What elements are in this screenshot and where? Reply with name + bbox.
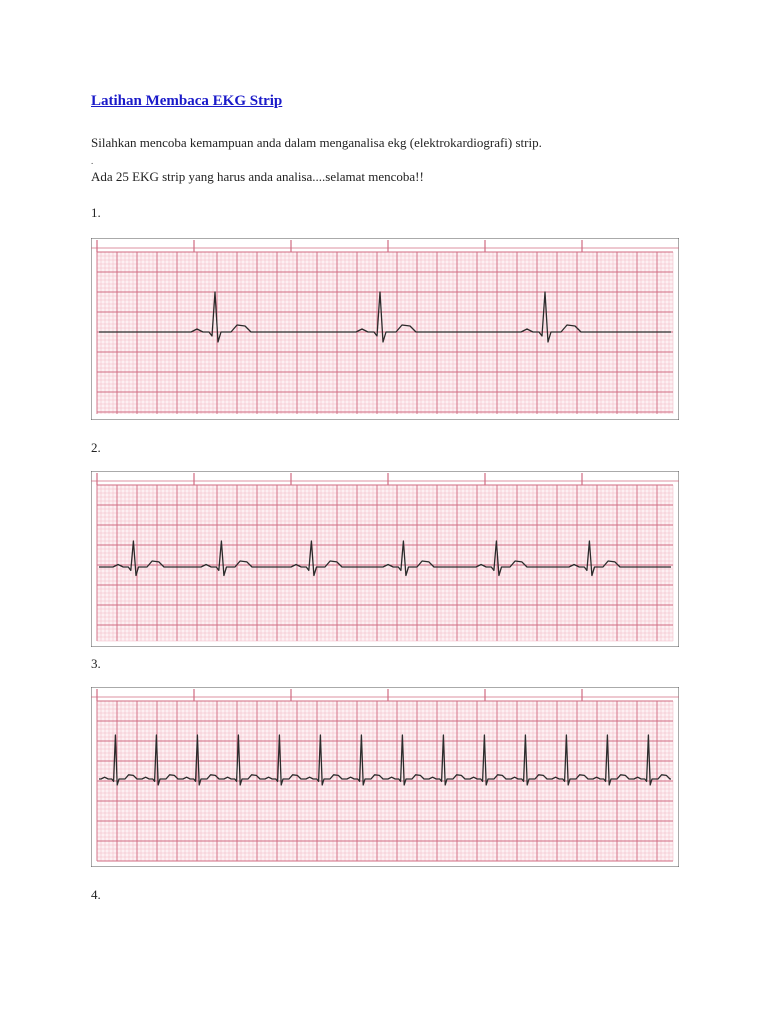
intro-text: Silahkan mencoba kemampuan anda dalam menganalisa ekg (elektrokardiografi) strip. [91, 135, 542, 150]
strip-number-1: 1. [91, 205, 101, 220]
dot-separator: . [91, 156, 94, 166]
strip-number-2: 2. [91, 440, 101, 455]
page-title-link[interactable]: Latihan Membaca EKG Strip [91, 93, 283, 109]
ekg-strip-3 [91, 687, 679, 867]
strip-number-4: 4. [91, 887, 101, 902]
ekg-strip-2 [91, 471, 679, 647]
count-text: Ada 25 EKG strip yang harus anda analisa....selamat mencoba!! [91, 169, 424, 184]
ekg-strip-1 [91, 238, 679, 420]
strip-number-3: 3. [91, 656, 101, 671]
